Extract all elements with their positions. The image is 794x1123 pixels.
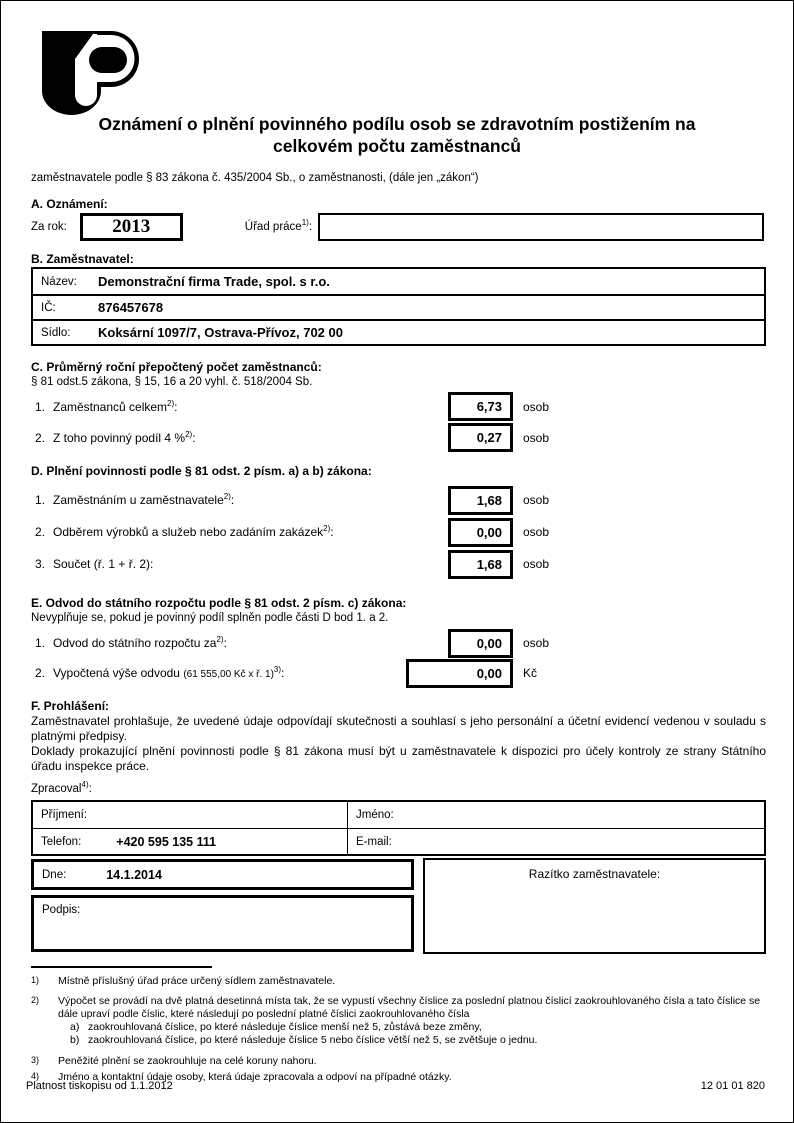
phone-field[interactable]: Telefon: +420 595 135 111 [33, 829, 348, 854]
employer-ic-field[interactable]: 876457678 [98, 300, 164, 315]
item-number: 2. [35, 430, 46, 445]
email-field[interactable] [348, 829, 764, 854]
employees-total-field[interactable]: 6,73 [448, 392, 513, 421]
section-c-items [31, 391, 764, 453]
page-subtitle: zaměstnavatele podle § 83 zákona č. 435/2004 Sb., o zaměstnanosti, (dále jen „zákon“) [31, 172, 479, 184]
signature-field[interactable] [31, 895, 414, 952]
table-row [33, 294, 764, 319]
employer-ic-label: IČ: [41, 301, 56, 314]
section-e-heading: E. Odvod do státního rozpočtu podle § 81 odst. 2 písm. c) zákona: [31, 596, 407, 610]
prepared-by-label: Zpracoval$^{4)}$: [31, 780, 92, 795]
up-monogram-icon [39, 29, 143, 115]
urad-prace-logo [39, 29, 143, 120]
footnote-4: 4) Jméno a kontaktní údaje osoby, která údaje zpracovala a odpoví na případné otázky. [31, 1071, 452, 1083]
sum-label: Součet (ř. 1 + ř. 2): [53, 557, 154, 571]
unit-label: osob [523, 557, 550, 571]
validity-text: Platnost tiskopisu od 1.1.2012 [26, 1080, 173, 1092]
page-footer [26, 1080, 765, 1092]
section-e-items [31, 628, 764, 688]
unit-label: Kč [523, 666, 538, 680]
surname-label: Příjmení: [41, 809, 88, 821]
table-row [33, 802, 764, 828]
date-label: Dne: [42, 868, 67, 881]
mandatory-share-field[interactable]: 0,27 [448, 423, 513, 452]
unit-label: osob [523, 525, 550, 539]
footnote-divider [31, 966, 212, 968]
levy-amount-field[interactable]: 0,00 [406, 659, 513, 688]
firstname-label: Jméno: [356, 809, 394, 821]
item-row [31, 628, 764, 658]
item-number: 1. [35, 399, 46, 414]
sum-field[interactable]: 1,68 [448, 550, 513, 579]
labour-office-field[interactable] [318, 213, 764, 241]
unit-label: osob [523, 399, 550, 414]
item-number: 2. [35, 666, 46, 680]
footnote-2: 2) Výpočet se provádí na dvě platná desetinná místa tak, že se vypustí všechny číslice za poslední platnou číslicí zaokrouhlovaného čísla a tato číslice se dále upraví podle číslic, které následují po poslední platné číslici zaokrouhlovaného čísla a) zaokrouhlovaná číslice, po které následuje číslice menší než 5, zůstává beze změny, b) zaokrouhlovaná číslice, po které následuje číslice 5 nebo číslice větší než 5, se zvětšuje o jednu. [31, 995, 769, 1047]
item-number: 1. [35, 493, 46, 507]
footnote-2b: b) zaokrouhlovaná číslice, po které následuje číslice 5 nebo číslice větší než 5, se zvětšuje o jednu. [70, 1034, 538, 1046]
date-value: 14.1.2014 [106, 867, 162, 882]
section-e-note: Nevyplňuje se, pokud je povinný podíl splněn podle části D bod 1. a 2. [31, 612, 389, 624]
employer-name-field[interactable]: Demonstrační firma Trade, spol. s r.o. [98, 274, 330, 289]
unit-label: osob [523, 493, 550, 507]
section-c-legal: § 81 odst.5 zákona, § 15, 16 a 20 vyhl. č. 518/2004 Sb. [31, 376, 313, 388]
year-field[interactable]: 2013 [80, 213, 183, 241]
labour-office-label: Úřad práce$^{1)}$: [244, 218, 313, 233]
declaration-paragraph-1: Zaměstnavatel prohlašuje, že uvedené údaje odpovídají skutečnosti a souhlasí s jeho personální a účetní evidencí vedenou v souladu s platnými předpisy. [31, 714, 766, 743]
levy-amount-label: Vypočtená výše odvodu (61 555,00 Kč x ř. 1)$^{3)}$: [53, 665, 285, 680]
employees-total-label: Zaměstnanců celkem$^{2)}$: [53, 398, 178, 414]
item-number: 3. [35, 557, 46, 571]
item-number: 2. [35, 525, 46, 539]
signature-label: Podpis: [42, 904, 81, 916]
item-row [31, 658, 764, 688]
footnote-1: 1) Místně příslušný úřad práce určený sídlem zaměstnavatele. [31, 975, 336, 987]
year-label: Za rok: [31, 221, 67, 233]
employed-at-employer-label: Zaměstnáním u zaměstnavatele$^{2)}$: [53, 492, 235, 507]
section-c-heading: C. Průměrný roční přepočtený počet zaměstnanců: [31, 360, 322, 374]
surname-field[interactable] [33, 802, 348, 828]
employer-address-label: Sídlo: [41, 326, 71, 339]
table-row [33, 269, 764, 294]
employer-address-field[interactable]: Koksární 1097/7, Ostrava-Přívoz, 702 00 [98, 325, 343, 340]
item-row [31, 516, 764, 548]
section-d-items [31, 484, 764, 580]
item-number: 1. [35, 636, 46, 650]
section-a-row [31, 213, 764, 241]
page-title: Oznámení o plnění povinného podílu osob se zdravotním postižením na celkovém počtu zaměstnanců [98, 114, 696, 156]
products-services-label: Odběrem výrobků a služeb nebo zadáním zakázek$^{2)}$: [53, 524, 334, 539]
employer-name-label: Název: [41, 275, 77, 288]
employer-table [31, 267, 766, 346]
section-d-heading: D. Plnění povinnosti podle § 81 odst. 2 písm. a) a b) zákona: [31, 464, 372, 478]
stamp-field[interactable] [423, 858, 766, 954]
unit-label: osob [523, 430, 550, 445]
footnote-2a: a) zaokrouhlovaná číslice, po které následuje číslice menší než 5, zůstává beze změny, [70, 1021, 482, 1033]
item-row [31, 422, 764, 453]
footnote-3: 3) Peněžité plnění se zaokrouhluje na celé koruny nahoru. [31, 1055, 317, 1067]
section-f-heading: F. Prohlášení: [31, 699, 110, 713]
item-row [31, 548, 764, 580]
levy-persons-field[interactable]: 0,00 [448, 629, 513, 658]
mandatory-share-label: Z toho povinný podíl 4 %$^{2)}$: [53, 429, 196, 445]
date-field[interactable] [31, 859, 414, 890]
email-label: E-mail: [356, 835, 392, 848]
table-row [33, 828, 764, 854]
table-row [33, 319, 764, 344]
firstname-field[interactable] [348, 802, 764, 828]
unit-label: osob [523, 636, 550, 650]
declaration-paragraphs [31, 714, 766, 774]
levy-persons-label: Odvod do státního rozpočtu $za^{2)}$: [53, 635, 227, 650]
employed-at-employer-field[interactable]: 1,68 [448, 486, 513, 515]
item-row [31, 391, 764, 422]
section-a-heading: A. Oznámení: [31, 197, 108, 211]
declaration-paragraph-2: Doklady prokazující plnění povinnosti podle § 81 zákona musí být u zaměstnavatele k dispozici pro účely kontroly ze strany Státního úřadu inspekce práce. [31, 744, 766, 773]
form-number: 12 01 01 820 [700, 1080, 765, 1092]
stamp-label: Razítko zaměstnavatele: [528, 867, 661, 881]
products-services-field[interactable]: 0,00 [448, 518, 513, 547]
phone-label: Telefon: [41, 835, 82, 848]
footnotes [31, 975, 769, 1084]
item-row [31, 484, 764, 516]
contact-table [31, 800, 766, 856]
section-b-heading: B. Zaměstnavatel: [31, 252, 134, 266]
